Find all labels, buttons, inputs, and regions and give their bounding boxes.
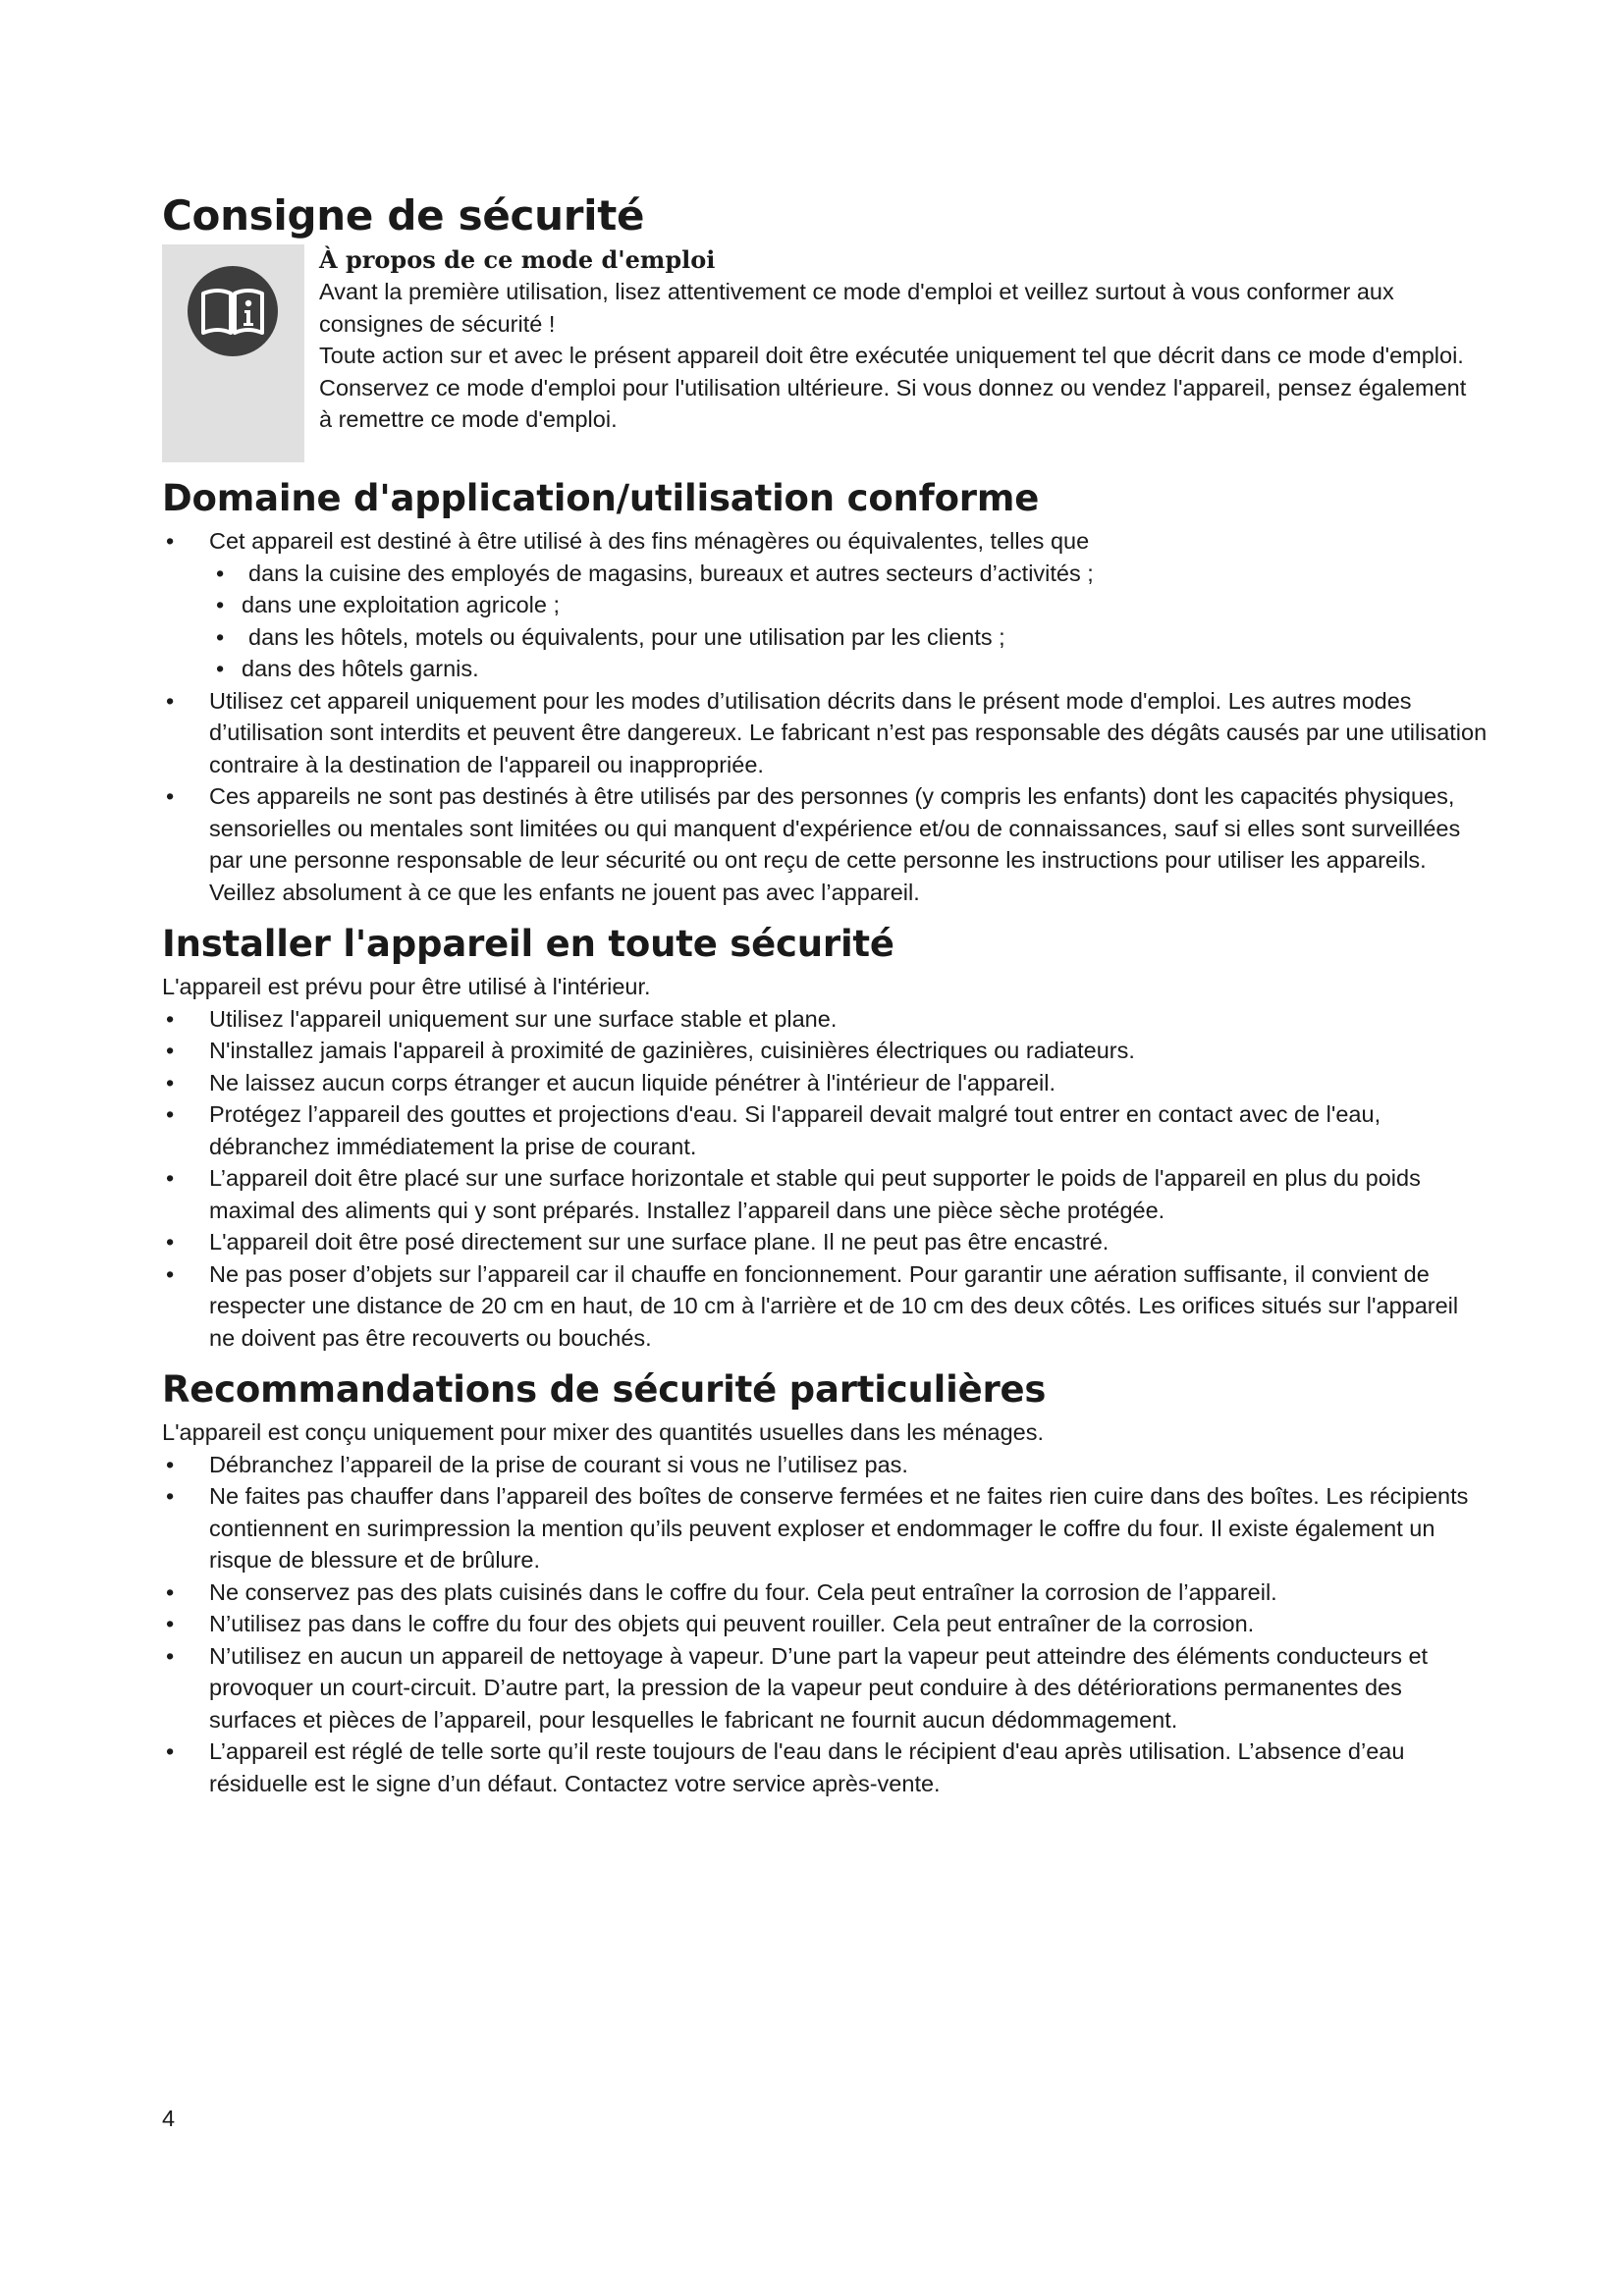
list-item: • Utilisez l'appareil uniquement sur une surface stable et plane. <box>162 1003 1488 1036</box>
special-list <box>162 1449 1488 1800</box>
usage-list <box>162 525 1488 908</box>
list-item: • Débranchez l’appareil de la prise de courant si vous ne l’utilisez pas. <box>162 1449 1488 1481</box>
page-title: Consigne de sécurité <box>162 191 645 240</box>
install-list <box>162 1003 1488 1355</box>
sub-list-item: • dans les hôtels, motels ou équivalents, pour une utilisation par les clients ; <box>209 621 1488 654</box>
manual-info-icon <box>186 264 280 358</box>
list-item: • N’utilisez en aucun un appareil de nettoyage à vapeur. D’une part la vapeur peut atteindre des éléments conducteurs et provoquer un court-circuit. D’autre part, la pression de la vapeur peut conduire à des détériorations permanentes des surfaces et pièces de l’appareil, pour lesquelles le fabricant ne fournit aucun dédommagement. <box>162 1640 1488 1736</box>
usage-item-text: Cet appareil est destiné à être utilisé à des fins ménagères ou équivalentes, telles que <box>209 528 1090 554</box>
manual-intro-block <box>162 244 1488 462</box>
list-item: • Ne faites pas chauffer dans l’appareil des boîtes de conserve fermées et ne faites rien cuire dans des boîtes. Les récipients contiennent en surimpression la mention qu’ils peuvent exploser et endommager le coffre du four. Il existe également un risque de blessure et de brûlure. <box>162 1480 1488 1576</box>
section-title-special: Recommandations de sécurité particulières <box>162 1368 1047 1411</box>
list-item: • Ne pas poser d’objets sur l’appareil car il chauffe en foncionnement. Pour garantir une aération suffisante, il convient de respecter une distance de 20 cm en haut, de 10 cm à l'arrière et de 10 cm des deux côtés. Les orifices situés sur l'appareil ne doivent pas être recouverts ou bouchés. <box>162 1258 1488 1355</box>
list-item: • Ne conservez pas des plats cuisinés dans le coffre du four. Cela peut entraîner la corrosion de l’appareil. <box>162 1576 1488 1609</box>
usage-sublist <box>209 558 1488 685</box>
manual-intro-text <box>319 244 1478 462</box>
list-item <box>162 525 1488 685</box>
list-item: • N'installez jamais l'appareil à proximité de gazinières, cuisinières électriques ou radiateurs. <box>162 1035 1488 1067</box>
sub-list-item: • dans une exploitation agricole ; <box>209 589 1488 621</box>
list-item: • L’appareil est réglé de telle sorte qu’il reste toujours de l'eau dans le récipient d'eau après utilisation. L’absence d’eau résiduelle est le signe d’un défaut. Contactez votre service après-vente. <box>162 1735 1488 1799</box>
section-title-usage: Domaine d'application/utilisation conforme <box>162 477 1040 519</box>
list-item: • L'appareil doit être posé directement sur une surface plane. Il ne peut pas être encastré. <box>162 1226 1488 1258</box>
manual-intro-title: À propos de ce mode d'emploi <box>319 245 716 274</box>
install-lead: L'appareil est prévu pour être utilisé à l'intérieur. <box>162 974 651 999</box>
manual-intro-paragraph: Toute action sur et avec le présent appareil doit être exécutée uniquement tel que décrit dans ce mode d'emploi. <box>319 343 1464 368</box>
page-number: 4 <box>162 2106 176 2131</box>
list-item: • Utilisez cet appareil uniquement pour les modes d’utilisation décrits dans le présent mode d'emploi. Les autres modes d’utilisation sont interdits et peuvent être dangereux. Le fabricant n’est pas responsable des dégâts causés par une utilisation contraire à la destination de l'appareil ou inappropriée. <box>162 685 1488 781</box>
special-lead: L'appareil est conçu uniquement pour mixer des quantités usuelles dans les ménages. <box>162 1419 1045 1445</box>
manual-intro-paragraph: Avant la première utilisation, lisez attentivement ce mode d'emploi et veillez surtout à vous conformer aux consignes de sécurité ! <box>319 279 1394 337</box>
page-content <box>162 191 1488 1799</box>
list-item: • Protégez l’appareil des gouttes et projections d'eau. Si l'appareil devait malgré tout entrer en contact avec de l'eau, débranchez immédiatement la prise de courant. <box>162 1098 1488 1162</box>
list-item: • Ces appareils ne sont pas destinés à être utilisés par des personnes (y compris les enfants) dont les capacités physiques, sensorielles ou mentales sont limitées ou qui manquent d'expérience et/ou de connaissances, sauf si elles sont surveillées par une personne responsable de leur sécurité ou ont reçu de cette personne les instructions pour utiliser les appareils. Veillez absolument à ce que les enfants ne jouent pas avec l’appareil. <box>162 780 1488 908</box>
list-item: • Ne laissez aucun corps étranger et aucun liquide pénétrer à l'intérieur de l'appareil. <box>162 1067 1488 1099</box>
list-item: • L’appareil doit être placé sur une surface horizontale et stable qui peut supporter le poids de l'appareil en plus du poids maximal des aliments qui y sont préparés. Installez l’appareil dans une pièce sèche protégée. <box>162 1162 1488 1226</box>
list-item: • N’utilisez pas dans le coffre du four des objets qui peuvent rouiller. Cela peut entraîner de la corrosion. <box>162 1608 1488 1640</box>
sub-list-item: • dans des hôtels garnis. <box>209 653 1488 685</box>
sub-list-item: • dans la cuisine des employés de magasins, bureaux et autres secteurs d’activités ; <box>209 558 1488 590</box>
section-title-install: Installer l'appareil en toute sécurité <box>162 923 894 965</box>
manual-intro-paragraph: Conservez ce mode d'emploi pour l'utilisation ultérieure. Si vous donnez ou vendez l'appareil, pensez également à remettre ce mode d'emploi. <box>319 374 1467 432</box>
manual-info-icon-box <box>162 244 304 462</box>
